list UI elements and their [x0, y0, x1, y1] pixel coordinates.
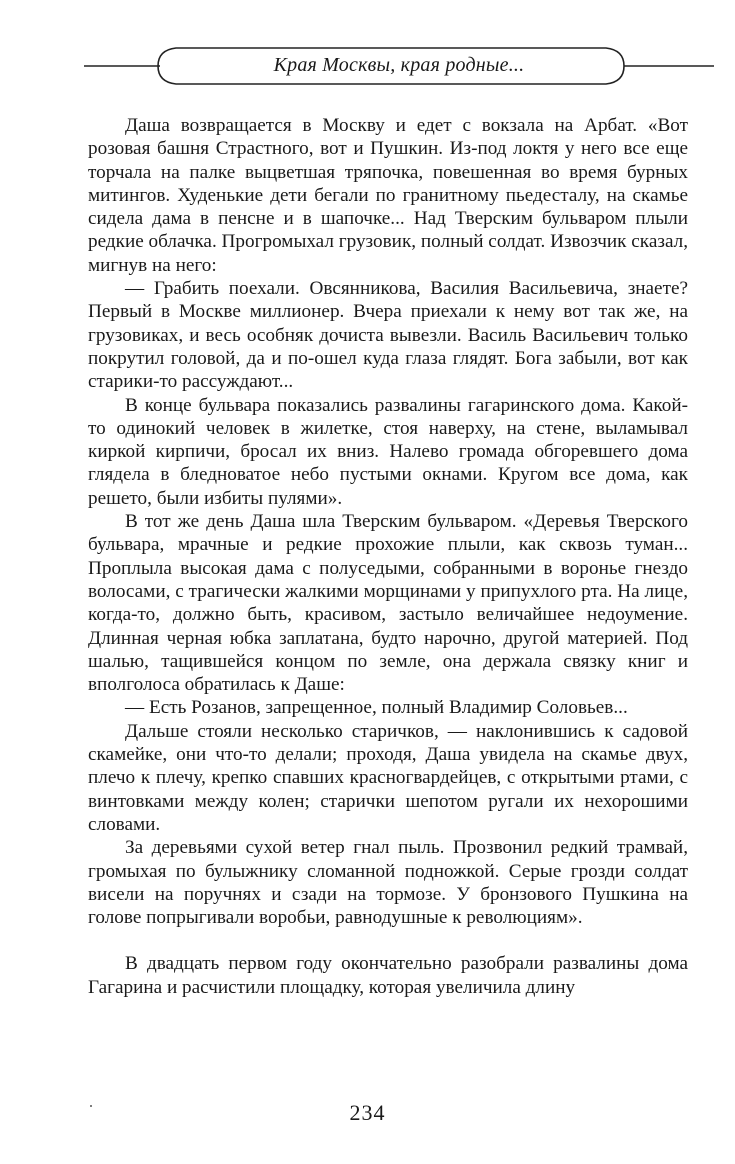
- paragraph: В конце бульвара показались развалины гагаринского дома. Какой-то одинокий человек в жилетке, стоя наверху, на стене, выламывал киркой кирпичи, бросал их вниз. Налево громада обгоревшего дома глядела в бледноватое небо пустыми окнами. Кругом все дома, как решето, были избиты пулями».: [88, 394, 688, 509]
- paragraph: — Есть Розанов, запрещенное, полный Владимир Соловьев...: [125, 697, 628, 719]
- paragraph: — Грабить поехали. Овсянникова, Василия Васильевича, знаете? Первый в Москве миллионер. Вчера приехали к нему вот так же, на грузовиках, и весь особняк дочиста вывезли. Василь Васильевич только покрутил головой, да и по-ошел куда глаза глядят. Бога забыли, вот как старики-то рассуждают...: [88, 278, 688, 393]
- paragraph: Дальше стояли несколько старичков, — наклонившись к садовой скамейке, они что-то делали; проходя, Даша увидела на скамье двух, плечо к плечу, крепко спавших красногвардейцев, с открытыми ртами, с винтовками между колен; старички шепотом ругали их нехорошими словами.: [88, 720, 688, 835]
- paragraph: В двадцать первом году окончательно разобрали развалины дома Гагарина и расчистили площадку, которая увеличила длину: [88, 953, 688, 998]
- running-header-title: Края Москвы, края родные...: [273, 54, 525, 76]
- body-text: [88, 114, 688, 999]
- paragraph: За деревьями сухой ветер гнал пыль. Прозвонил редкий трамвай, громыхая по булыжнику сломанной подножкой. Серые грозди солдат висели на поручнях и сзади на тормозе. У бронзового Пушкина на голове попрыгивали воробьи, равнодушные к революциям».: [88, 837, 688, 929]
- paragraph: Даша возвращается в Москву и едет с вокзала на Арбат. «Вот розовая башня Страстного, вот и Пушкин. Из-под локтя у него все еще торчала на палке выцветшая тряпочка, повешенная во время бурных митингов. Худенькие дети бегали по гранитному пьедесталу, на скамье сидела дама в пенсне и в шапочке... Над Тверским бульваром плыли редкие облачка. Прогромыхал грузовик, полный солдат. Извозчик сказал, мигнув на него:: [88, 115, 688, 276]
- paragraph: В тот же день Даша шла Тверским бульваром. «Деревья Тверского бульвара, мрачные и редкие прохожие плыли, как сквозь туман... Проплыла высокая дама с полуседыми, собранными в воронье гнездо волосами, с трагически жалкими морщинами у припухлого рта. На лице, когда-то, должно быть, красивом, застыло величайшее недоумение. Длинная черная юбка заплатана, будто нарочно, другой материей. Под шалью, тащившейся концом по земле, она держала связку книг и вполголоса обратилась к Даше:: [88, 511, 688, 696]
- running-header: [84, 44, 714, 88]
- page-number: 234: [349, 1100, 386, 1125]
